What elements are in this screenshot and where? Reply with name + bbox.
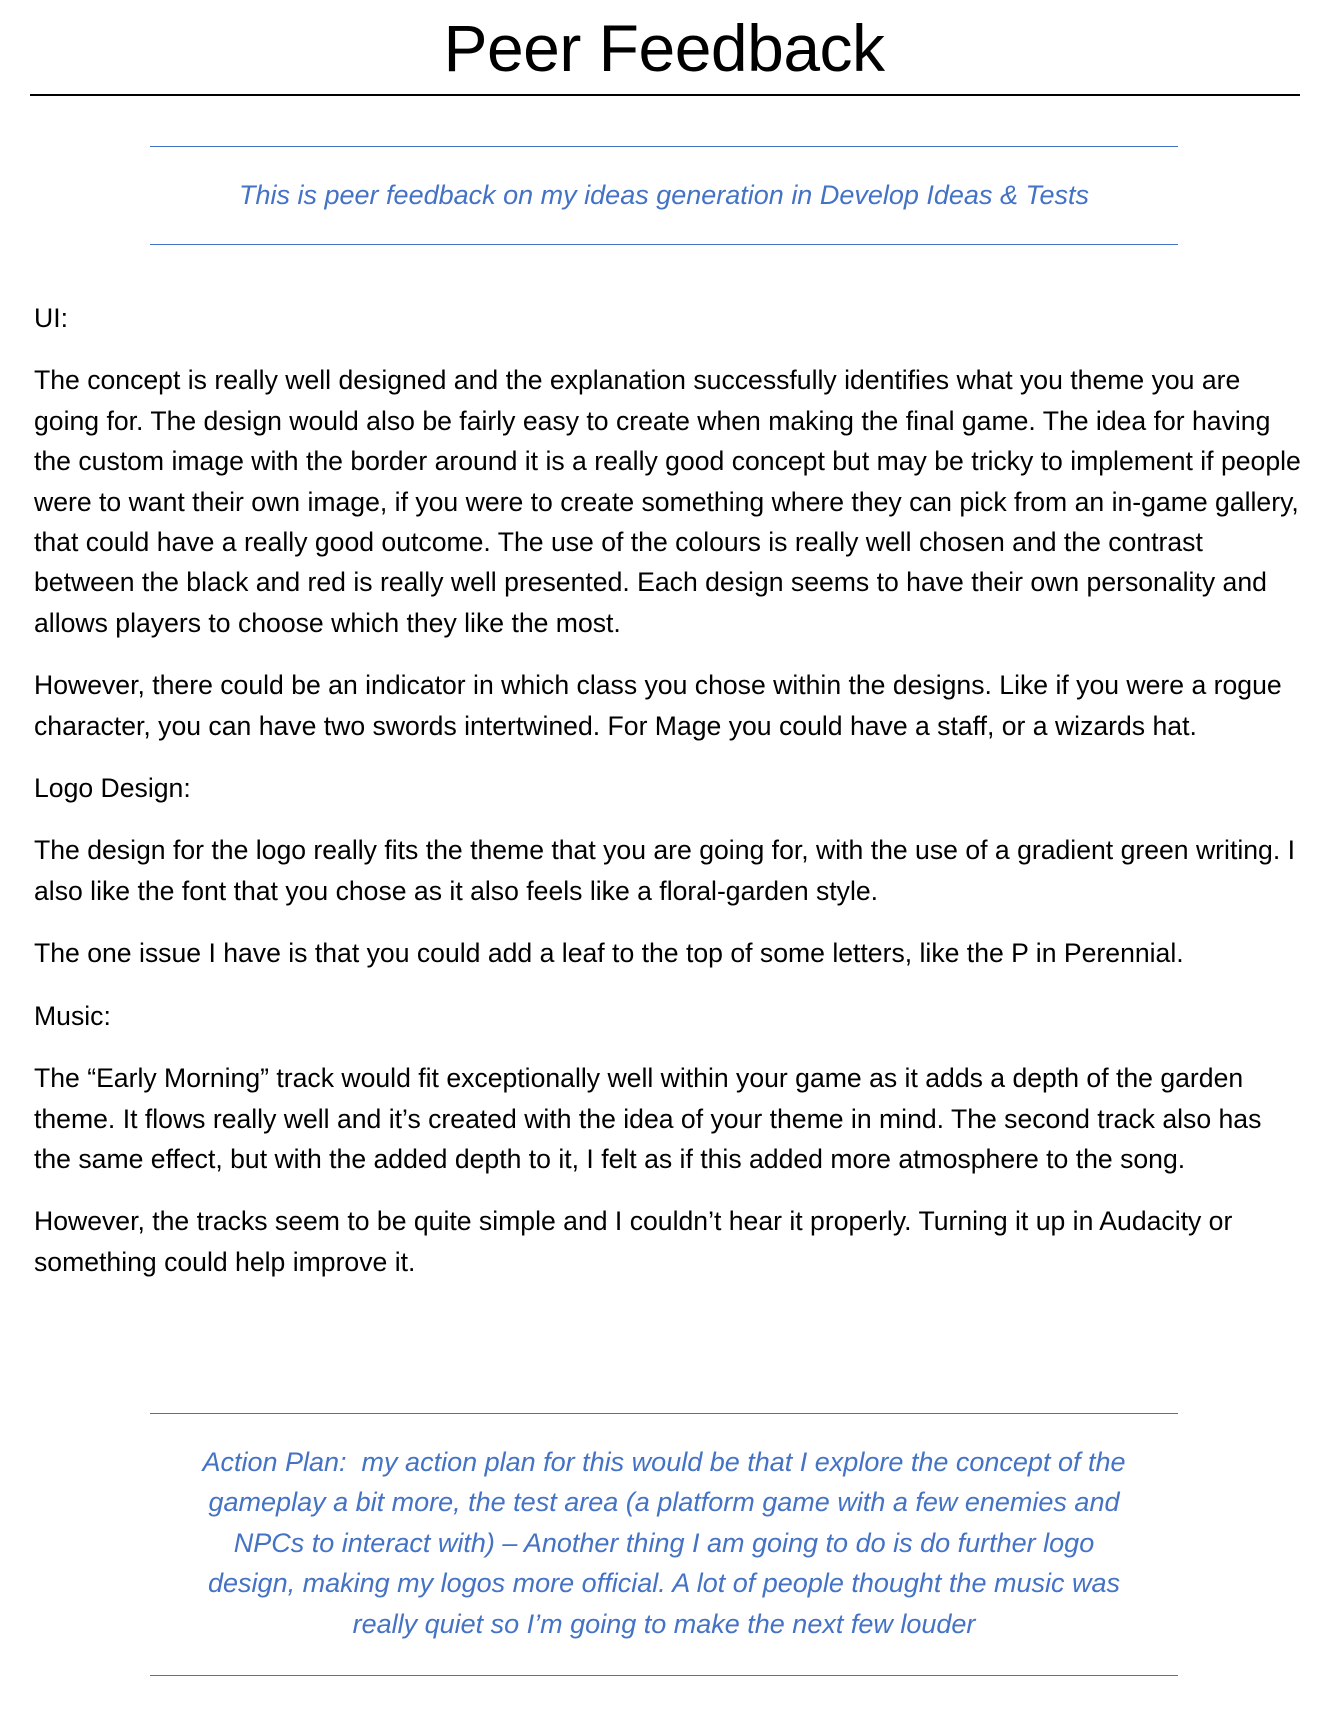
logo-feedback-paragraph: The design for the logo really fits the theme that you are going for, with the use of a gradient green writing. I also like the font that you chose as it also feels like a floral-garden style. <box>34 835 1295 906</box>
section-heading-ui: UI: <box>34 303 68 333</box>
music-improvement-paragraph: However, the tracks seem to be quite simple and I couldn’t hear it properly. Turning it up in Audacity or something could help improve it. <box>34 1206 1233 1277</box>
ui-improvement-paragraph: However, there could be an indicator in which class you chose within the designs. Like if you were a rogue character, you can have two swords intertwined. For Mage you could have a staff, or a wizards hat. <box>34 670 1282 741</box>
music-feedback-paragraph: The “Early Morning” track would fit exceptionally well within your game as it adds a depth of the garden theme. It flows really well and it’s created with the idea of your theme in mind. The second track also has the same effect, but with the added depth to it, I felt as if this added more atmosphere to the song. <box>34 1063 1262 1174</box>
action-plan-callout: Action Plan: my action plan for this would be that I explore the concept of the gameplay a bit more, the test area (a platform game with a few enemies and NPCs to interact with) – Another thing I am going to do is do further logo design, making my logos more official. A lot of people thought the music was really quiet so I’m going to make the next few louder <box>150 1413 1178 1676</box>
title-underline <box>30 94 1300 96</box>
page-title: Peer Feedback <box>443 11 885 85</box>
intro-callout: This is peer feedback on my ideas generation in Develop Ideas & Tests <box>150 146 1178 245</box>
logo-improvement-paragraph: The one issue I have is that you could add a leaf to the top of some letters, like the P in Perennial. <box>34 938 1184 969</box>
section-heading-logo-design: Logo Design: <box>34 773 191 804</box>
feedback-body <box>34 298 1302 1304</box>
ui-feedback-paragraph: The concept is really well designed and the explanation successfully identifies what you theme you are going for. The design would also be fairly easy to create when making the final game. The idea for having the custom image with the border around it is a really good concept but may be tricky to implement if people were to want their own image, if you were to create something where they can pick from an in-game gallery, that could have a really good outcome. The use of the colours is really well chosen and the contrast between the black and red is really well presented. Each design seems to have their own personality and allows players to choose which they like the most. <box>34 365 1301 638</box>
section-heading-music: Music: <box>34 1000 111 1031</box>
